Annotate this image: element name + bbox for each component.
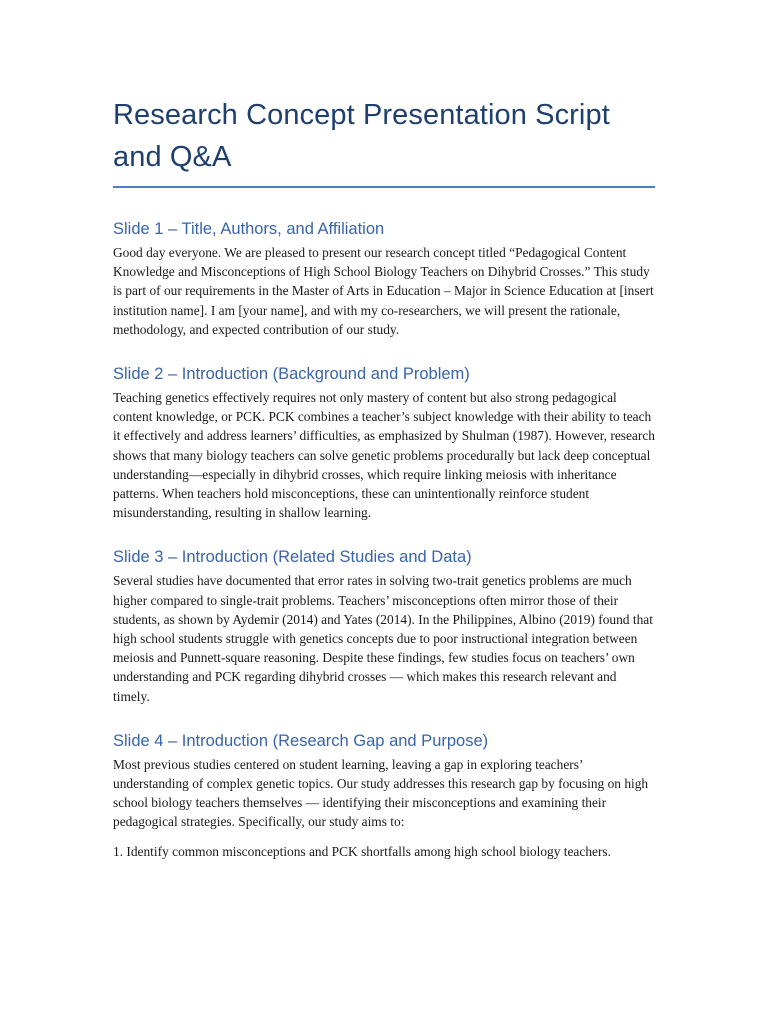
section-body-slide-3: Several studies have documented that error rates in solving two-trait genetics problems are much higher compared to single-trait problems. Teachers’ misconceptions often mirror those of their students, as shown by Aydemir (2014) and Yates (2014). In the Philippines, Albino (2019) found that high school students struggle with genetics concepts due to poor instructional integration between meiosis and Punnett-square reasoning. Despite these findings, few studies focus on teachers’ own understanding and PCK regarding dihybrid crosses — which makes this research relevant and timely.: [113, 573, 653, 704]
title-divider: [113, 186, 655, 188]
document-page: [113, 94, 655, 861]
section-body-slide-1: Good day everyone. We are pleased to present our research concept titled “Pedagogical Content Knowledge and Misconceptions of High School Biology Teachers on Dihybrid Crosses.” This study is part of our requirements in the Master of Arts in Education – Major in Science Education at [insert institution name]. I am [your name], and with my co-researchers, we will present the rationale, methodology, and expected contribution of our study.: [113, 245, 654, 337]
section-heading-slide-3: Slide 3 – Introduction (Related Studies and Data): [113, 548, 472, 567]
section-body-slide-2: Teaching genetics effectively requires not only mastery of content but also strong pedagogical content knowledge, or PCK. PCK combines a teacher’s subject knowledge with their ability to teach it effectively and address learners’ difficulties, as emphasized by Shulman (1987). However, research shows that many biology teachers can solve genetic problems procedurally but lack deep conceptual understanding—especially in dihybrid crosses, which require linking meiosis with inheritance patterns. When teachers hold misconceptions, these can unintentionally reinforce student misunderstanding, resulting in shallow learning.: [113, 390, 655, 521]
section-body-slide-4: Most previous studies centered on student learning, leaving a gap in exploring teachers’ understanding of complex genetic topics. Our study addresses this research gap by focusing on high school biology teachers themselves — identifying their misconceptions and examining their pedagogical strategies. Specifically, our study aims to:: [113, 756, 649, 830]
section-heading-slide-4: Slide 4 – Introduction (Research Gap and Purpose): [113, 731, 489, 750]
list-item: 1. Identify common misconceptions and PCK shortfalls among high school biology teachers.: [113, 843, 611, 859]
section-heading-slide-2: Slide 2 – Introduction (Background and Problem): [113, 365, 470, 384]
section-heading-slide-1: Slide 1 – Title, Authors, and Affiliation: [113, 220, 385, 238]
document-title: Research Concept Presentation Script and Q&A: [113, 99, 610, 173]
